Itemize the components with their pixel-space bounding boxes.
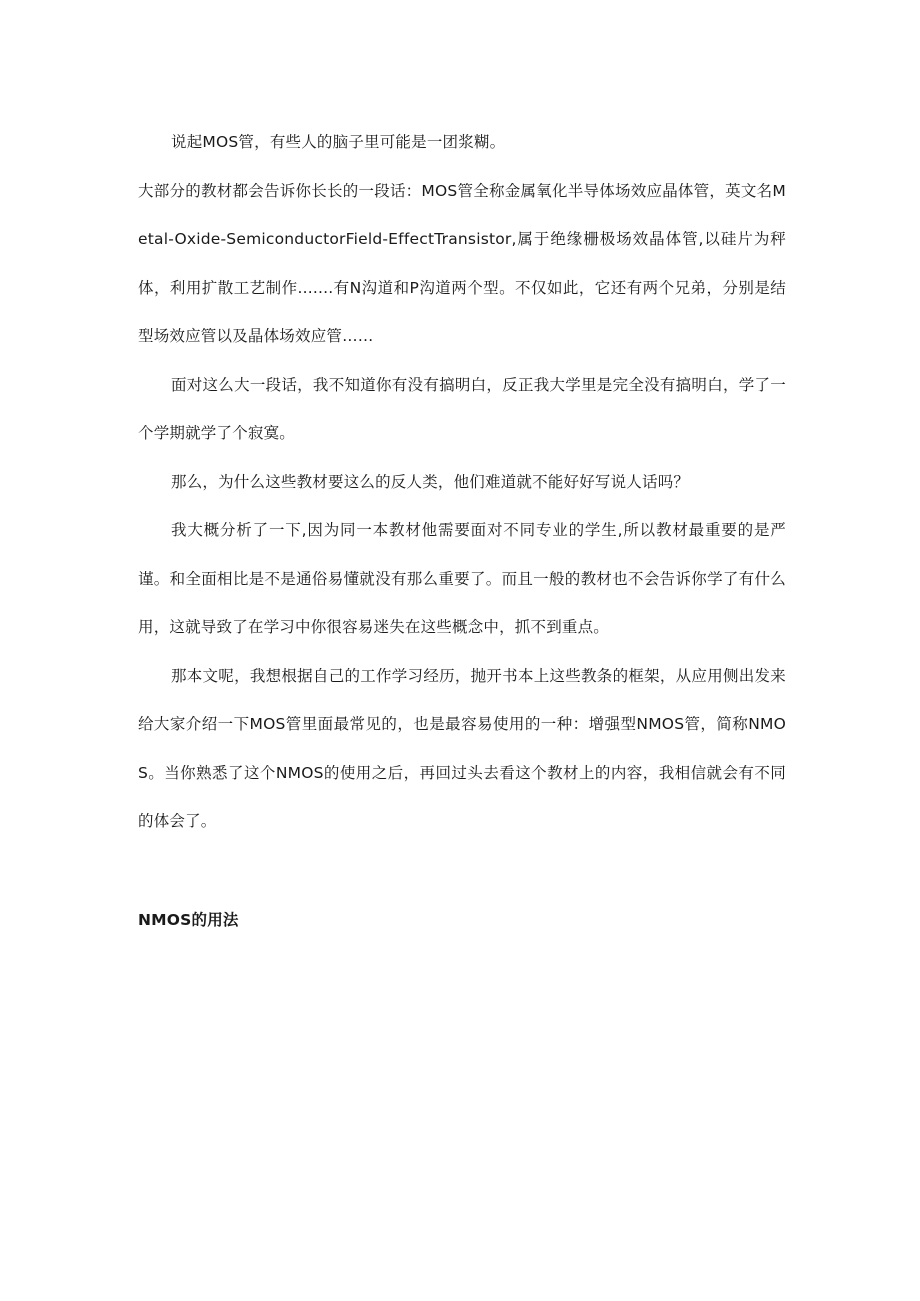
paragraph-intro: 说起MOS管，有些人的脑子里可能是一团浆糊。: [171, 133, 506, 151]
section-heading: NMOS的用法: [138, 911, 239, 929]
paragraph-purpose: 那本文呢，我想根据自己的工作学习经历，抛开书本上这些教条的框架，从应用侧出发来给大家介绍一下MOS管里面最常见的，也是最容易使用的一种：增强型NMOS管，简称NMOS。当你熟悉了这个NMOS的使用之后，再回过头去看这个教材上的内容，我相信就会有不同的体会了。: [138, 666, 786, 830]
paragraph-textbook-definition: 大部分的教材都会告诉你长长的一段话：MOS管全称金属氧化半导体场效应晶体管，英文名Metal-Oxide-SemiconductorField-EffectTransistor,属于绝缘栅极场效晶体管,以硅片为秤体，利用扩散工艺制作.......有N沟道和P沟道两个型。不仅如此，它还有两个兄弟，分别是结型场效应管以及晶体场效应管……: [138, 181, 786, 345]
paragraph-analysis: 我大概分析了一下,因为同一本教材他需要面对不同专业的学生,所以教材最重要的是严谨。和全面相比是不是通俗易懂就没有那么重要了。而且一般的教材也不会告诉你学了有什么用，这就导致了在学习中你很容易迷失在这些概念中，抓不到重点。: [138, 521, 786, 636]
paragraph-confusion: 面对这么大一段话，我不知道你有没有搞明白，反正我大学里是完全没有搞明白，学了一个学期就学了个寂寞。: [138, 375, 786, 442]
paragraph-question: 那么，为什么这些教材要这么的反人类，他们难道就不能好好写说人话吗？: [171, 472, 690, 491]
document-body: [138, 118, 786, 846]
